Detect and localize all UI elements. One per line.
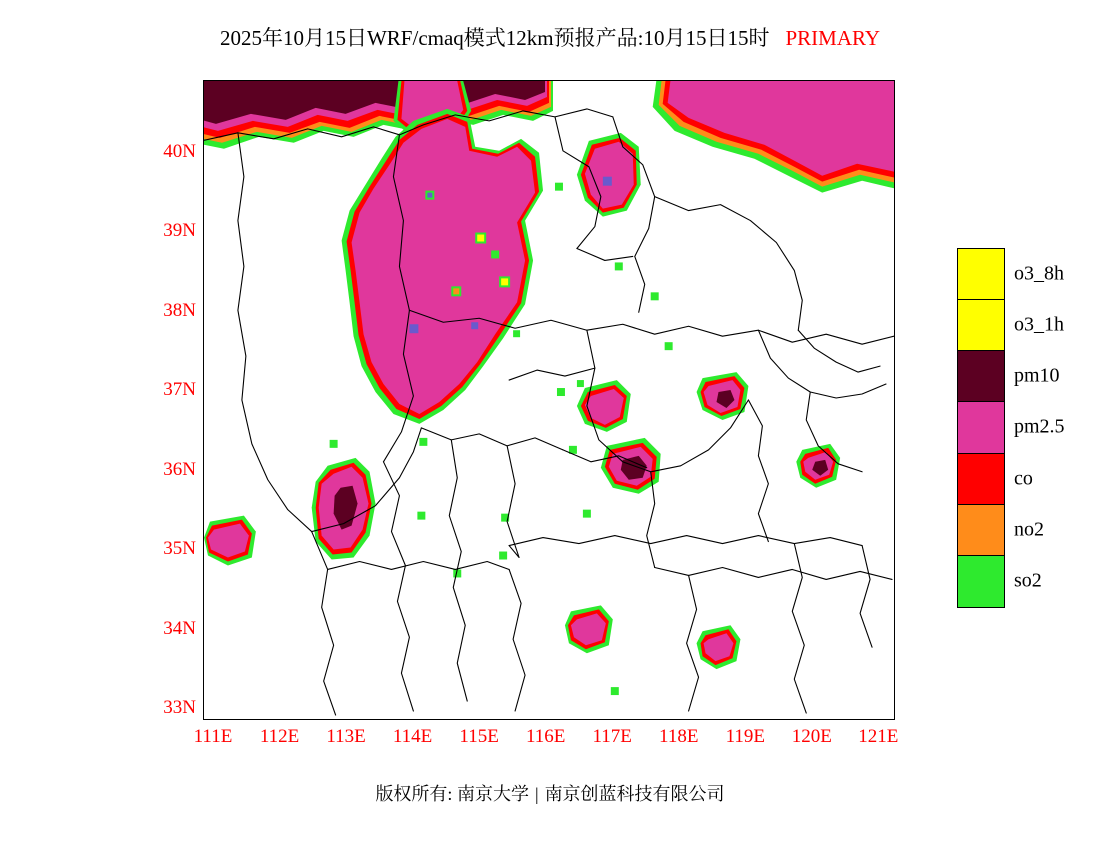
lat-tick-label: 39N [163,220,196,242]
legend-label-o3-1h: o3_1h [1014,313,1064,336]
title-primary-text: PRIMARY [785,26,881,50]
lon-tick-label: 119E [725,726,765,747]
lat-tick-label: 36N [163,458,196,480]
lon-tick-label: 121E [858,726,899,747]
map-canvas [204,81,894,719]
lon-tick-label: 117E [592,726,632,747]
legend-swatch-no2[interactable] [958,505,1044,556]
region-north-pm10-band [204,81,553,149]
footer-company: 南京创蓝科技有限公司 [544,784,725,804]
map-plot-area[interactable] [203,80,895,720]
legend-label-co: co [1014,467,1033,490]
footer-credits [0,780,1100,806]
latitude-axis [120,80,196,720]
legend-label-pm2-5: pm2.5 [1014,415,1065,438]
footer-separator: | [534,784,539,804]
region-beijing-pm25-patch [577,133,641,217]
lat-tick-label: 38N [163,299,196,321]
legend-swatch-pm10[interactable] [958,351,1060,402]
legend-swatch-o3-1h[interactable] [958,300,1064,351]
lat-tick-label: 35N [163,538,196,560]
legend-swatch-co[interactable] [958,454,1033,505]
region-coastal-patch [796,444,840,488]
footer-copyright: 版权所有: 南京大学 [375,784,529,804]
region-southwest-patch [204,516,256,566]
lon-tick-label: 111E [193,726,233,747]
lon-tick-label: 114E [392,726,433,747]
legend-colorbar[interactable] [957,248,1065,608]
legend-label-so2: so2 [1014,569,1042,592]
lon-tick-label: 118E [659,726,699,747]
lon-tick-label: 112E [259,726,300,747]
lon-tick-label: 115E [459,726,499,747]
legend-label-o3-8h: o3_8h [1014,262,1064,285]
longitude-axis [193,726,899,752]
lat-tick-label: 37N [163,379,196,401]
title-main-text: 2025年10月15日WRF/cmaq模式12km预报产品:10月15日15时 [219,26,770,50]
region-central-pm25-blob [342,109,543,424]
legend-label-pm10: pm10 [1014,364,1060,387]
lon-tick-label: 113E [326,726,366,747]
legend-label-no2: no2 [1014,518,1044,541]
legend-swatch-pm2-5[interactable] [958,402,1065,453]
region-south-patches [565,605,740,669]
region-shandong-west-patch [577,380,631,432]
lat-tick-label: 33N [163,697,196,719]
province-boundaries [204,109,894,715]
lat-tick-label: 34N [163,617,196,639]
region-henan-north-patch [312,458,376,560]
lat-tick-label: 40N [163,140,196,162]
legend-swatch-so2[interactable] [958,556,1042,607]
lon-tick-label: 120E [791,726,832,747]
chart-title [0,22,1100,52]
region-east-pm25-band [653,81,894,193]
legend-swatch-o3-8h[interactable] [958,249,1064,300]
lon-tick-label: 116E [525,726,566,747]
region-shandong-center-patch [601,438,661,494]
